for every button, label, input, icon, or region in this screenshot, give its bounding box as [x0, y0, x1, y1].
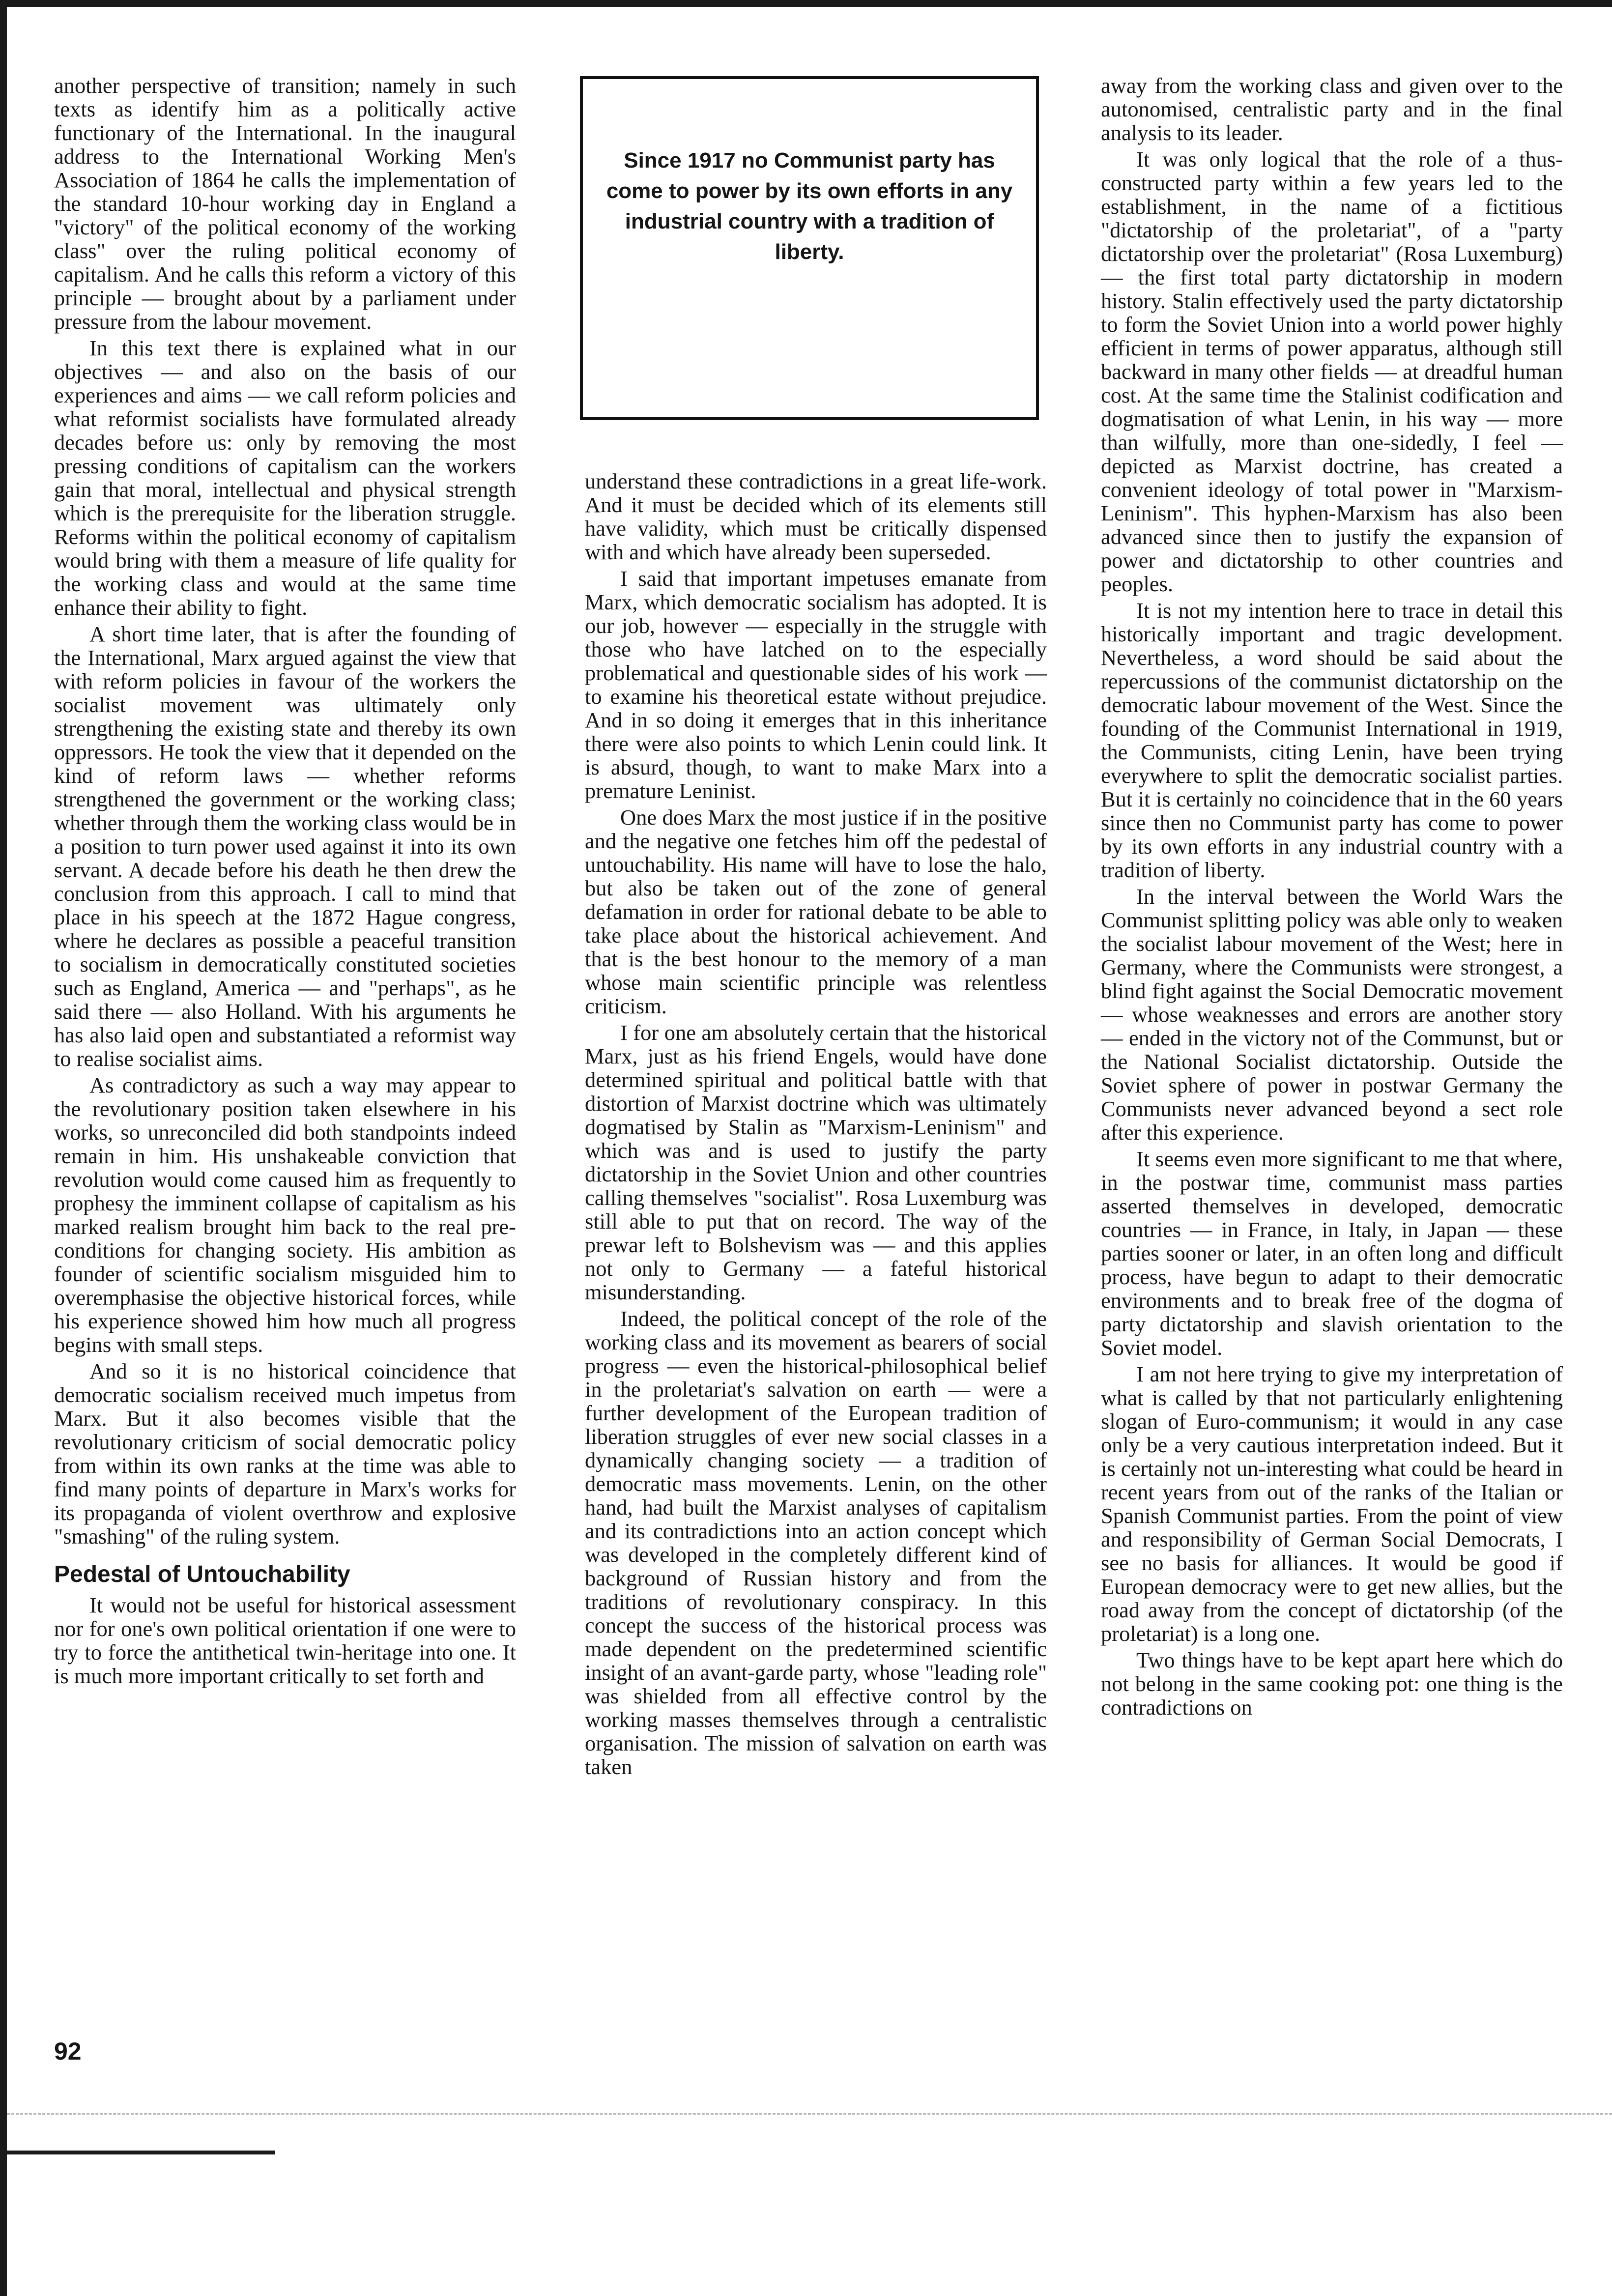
paragraph: It seems even more significant to me that where, in the postwar time, communist mass parties asserted themselves in developed, democratic countries — in France, in Italy, in Japan — these parties sooner or later, in an often long and difficult process, have begun to adapt to their democratic environments and to break free of the dogma of party dictatorship and slavish orientation to the Soviet model.	[1101, 1147, 1563, 1360]
paragraph: I said that important impetuses emanate from Marx, which democratic socialism has adopted. It is our job, however — especially in the struggle with those who have latched on to the especially problematical and questionable sides of his work — to examine his theoretical estate without prejudice. And in so doing it emerges that in this inheritance there were also points to which Lenin could link. It is absurd, though, to want to make Marx into a premature Leninist.	[585, 566, 1047, 803]
middle-column	[585, 469, 1047, 1779]
paragraph: away from the working class and given over to the autonomised, centralistic party and in the final analysis to its leader.	[1101, 73, 1563, 145]
paragraph: It was only logical that the role of a thus-constructed party within a few years led to the establishment, in the name of a fictitious "dictatorship of the proletariat", of a "party dictatorship over the proletariat" (Rosa Luxemburg) — the first total party dictatorship in modern history. Stalin effectively used the party dictatorship to form the Soviet Union into a world power highly efficient in terms of power apparatus, although still backward in many other fields — at dreadful human cost. At the same time the Stalinist codification and dogmatisation of what Lenin, in his way — more than wilfully, more than one-sidedly, I feel — depicted as Marxist doctrine, has created a convenient ideology of total power in "Marxism-Leninism". This hyphen-Marxism has also been advanced since then to justify the expansion of power and dictatorship to other countries and peoples.	[1101, 147, 1563, 596]
paragraph: And so it is no historical coincidence that democratic socialism received much impetus from Marx. But it also becomes visible that the revolutionary criticism of social democratic policy from within its own ranks at the time was able to find many points of departure in Marx's works for its propaganda of violent overthrow and explosive "smashing" of the ruling system.	[54, 1359, 516, 1549]
paragraph: One does Marx the most justice if in the positive and the negative one fetches him off the pedestal of untouchability. His name will have to lose the halo, but also be taken out of the zone of general defamation in order for rational debate to be able to take place about the historical achievement. And that is the best honour to the memory of a man whose main scientific principle was relentless criticism.	[585, 805, 1047, 1018]
paragraph: It is not my intention here to trace in detail this historically important and tragic development. Nevertheless, a word should be said about the repercussions of the communist dictatorship on the democratic labour movement of the West. Since the founding of the Communist International in 1919, the Communists, citing Lenin, have been trying everywhere to split the democratic socialist parties. But it is certainly no coincidence that in the 60 years since then no Communist party has come to power by its own efforts in any industrial country with a tradition of liberty.	[1101, 598, 1563, 882]
bottom-dashed-rule	[7, 2113, 1612, 2115]
paragraph: In the interval between the World Wars the Communist splitting policy was able only to weaken the socialist labour movement of the West; here in Germany, where the Communists were strongest, a blind fight against the Social Democratic movement — whose weaknesses and errors are another story — ended in the victory not of the Communst, but or the National Socialist dictatorship. Outside the Soviet sphere of power in postwar Germany the Communists never advanced beyond a sect role after this experience.	[1101, 884, 1563, 1145]
paragraph: I for one am absolutely certain that the historical Marx, just as his friend Engels, would have done determined spiritual and political battle with that distortion of Marxist doctrine which was ultimately dogmatised by Stalin as "Marxism-Leninism" and which was and is used to justify the party dictatorship in the Soviet Union and other countries calling themselves "socialist". Rosa Luxemburg was still able to put that on record. The way of the prewar left to Bolshevism was — and this applies not only to Germany — a fateful historical misunderstanding.	[585, 1020, 1047, 1304]
paragraph: It would not be useful for historical assessment nor for one's own political orientation if one were to try to force the antithetical twin-heritage into one. It is much more important critically to set forth and	[54, 1593, 516, 1688]
paragraph: Two things have to be kept apart here which do not belong in the same cooking pot: one thing is the contradictions on	[1101, 1648, 1563, 1720]
page-number: 92	[54, 2038, 82, 2065]
paragraph: In this text there is explained what in our objectives — and also on the basis of our experiences and aims — we call reform policies and what reformist socialists have formulated already decades before us: only by removing the most pressing conditions of capitalism can the workers gain that moral, intellectual and physical strength which is the prerequisite for the liberation struggle. Reforms within the political economy of capitalism would bring with them a measure of life quality for the working class and would at the same time enhance their ability to fight.	[54, 336, 516, 620]
pull-quote-box	[580, 76, 1039, 420]
crop-mark	[0, 2151, 275, 2154]
section-heading: Pedestal of Untouchability	[54, 1561, 350, 1587]
paragraph: Indeed, the political concept of the role of the working class and its movement as bearers of social progress — even the historical-philosophical belief in the proletariat's salvation on earth — were a further development of the European tradition of liberation struggles of ever new social classes in a dynamically changing society — a tradition of democratic mass movements. Lenin, on the other hand, had built the Marxist analyses of capitalism and its contradictions into an action concept which was developed in the completely different kind of background of Russian history and from the traditions of revolutionary conspiracy. In this concept the success of the historical process was made dependent on the predetermined scientific insight of an avant-garde party, whose "leading role" was shielded from all effective control by the working masses themselves through a centralistic organisation. The mission of salvation on earth was taken	[585, 1306, 1047, 1779]
left-border-rule	[0, 0, 7, 2296]
paragraph: understand these contradictions in a great life-work. And it must be decided which of its elements still have validity, which must be critically dispensed with and which have already been superseded.	[585, 469, 1047, 564]
paragraph: A short time later, that is after the founding of the International, Marx argued against the view that with reform policies in favour of the workers the socialist movement was ultimately only strengthening the existing state and thereby its own oppressors. He took the view that it depended on the kind of reform laws — whether reforms strengthened the government or the working class; whether through them the working class would be in a position to turn power used against it into its own servant. A decade before his death he then drew the conclusion from this approach. I call to mind that place in his speech at the 1872 Hague congress, where he declares as possible a peaceful transition to socialism in democratically constituted societies such as England, America — and "perhaps", as he said there — also Holland. With his arguments he has also laid open and substantiated a reformist way to realise socialist aims.	[54, 622, 516, 1071]
right-column	[1101, 74, 1563, 1719]
pull-quote-text: Since 1917 no Communist party has come to power by its own efforts in any industrial country with a tradition of liberty.	[606, 148, 1013, 264]
paragraph: another perspective of transition; namely in such texts as identify him as a politically active functionary of the International. In the inaugural address to the International Working Men's Association of 1864 he calls the implementation of the standard 10-hour working day in England a "victory" of the political economy of the working class" over the ruling political economy of capitalism. And he calls this reform a victory of this principle — brought about by a parliament under pressure from the labour movement.	[54, 73, 516, 334]
left-column	[54, 74, 516, 1688]
paragraph: As contradictory as such a way may appear to the revolutionary position taken elsewhere in his works, so unreconciled did both standpoints indeed remain in him. His unshakeable conviction that revolution would come caused him as frequently to prophesy the imminent collapse of capitalism as his marked realism brought him back to the real pre-conditions for changing society. His ambition as founder of scientific socialism misguided him to overemphasise the objective historical forces, while his experience showed him how much all progress begins with small steps.	[54, 1073, 516, 1357]
top-border-rule	[0, 0, 1612, 7]
paragraph: I am not here trying to give my interpretation of what is called by that not particularly enlightening slogan of Euro-communism; it would in any case only be a very cautious interpretation indeed. But it is certainly not un-interesting what could be heard in recent years from out of the ranks of the Italian or Spanish Communist parties. From the point of view and responsibility of German Social Democrats, I see no basis for alliances. It would be good if European democracy were to get new allies, but the road away from the concept of dictatorship (of the proletariat) is a long one.	[1101, 1362, 1563, 1646]
